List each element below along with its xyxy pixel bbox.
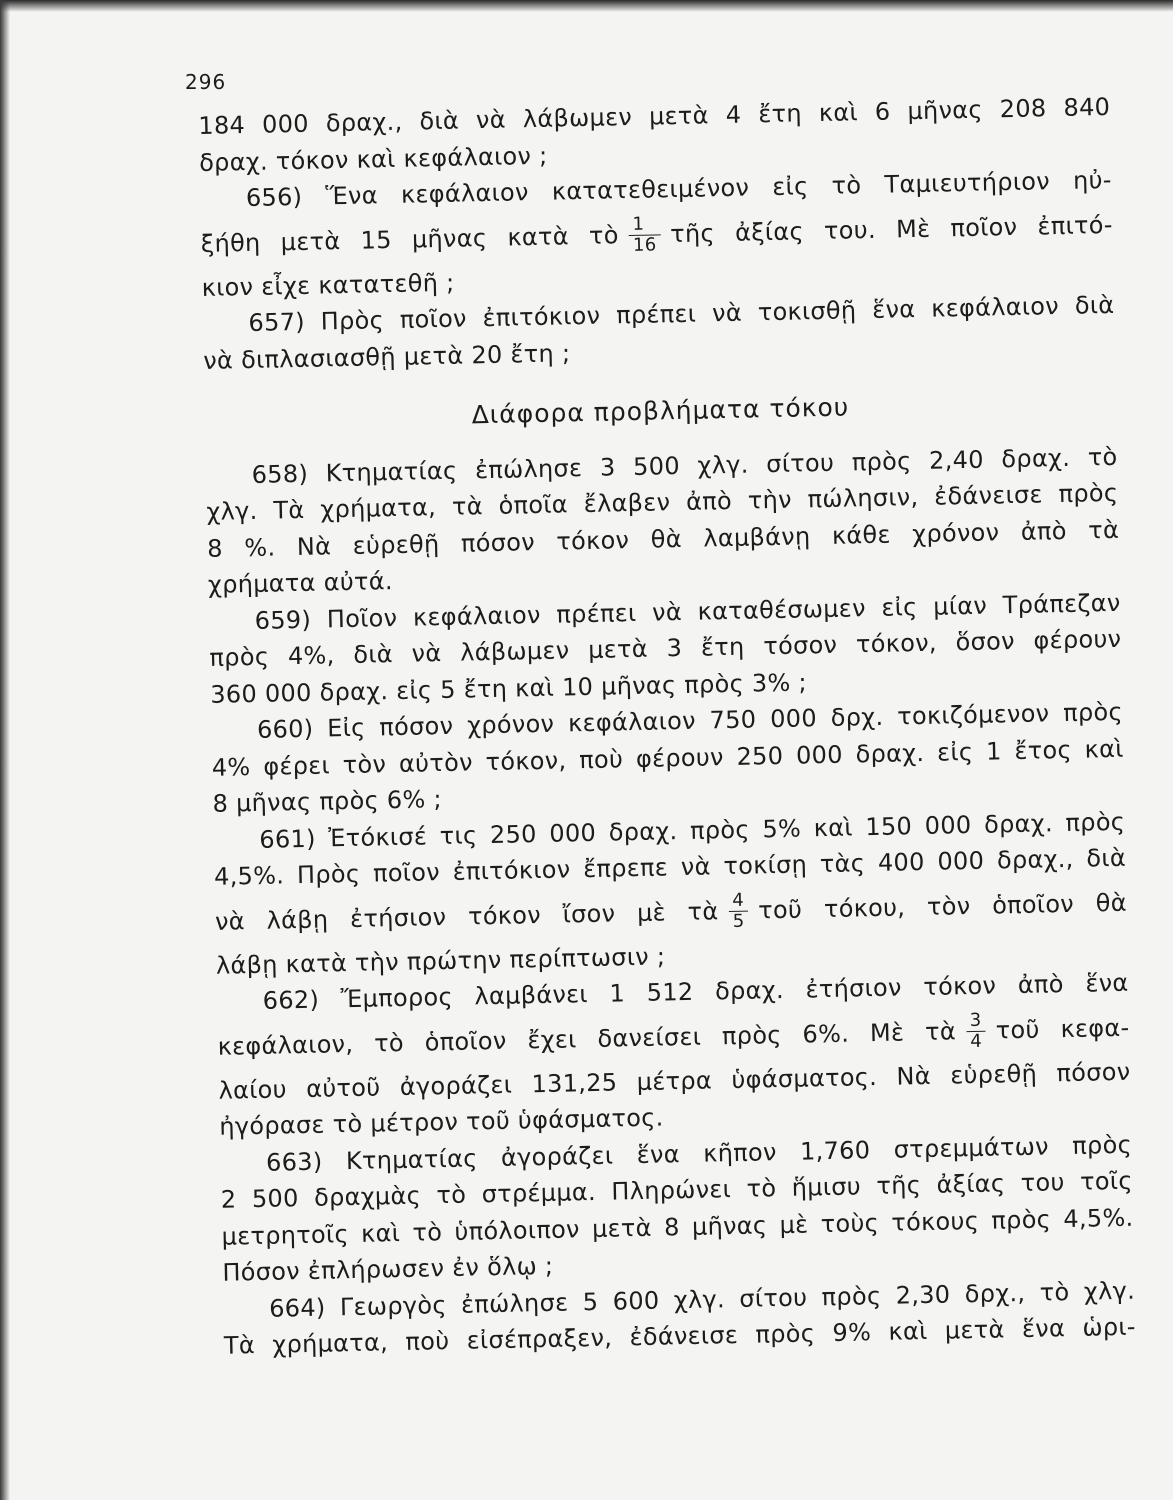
text-fragment: τοῦ κεφα- xyxy=(995,1013,1130,1044)
text-line: ἠγόρασε τὸ μέτρον τοῦ ὑφάσματος. xyxy=(219,1103,664,1141)
text-line: μετρητοῖς καὶ τὸ ὑπόλοιπον μετὰ 8 μῆνας μὲ τοὺς τόκους πρὸς 4,5%. xyxy=(221,1203,1134,1251)
scan-edge-top xyxy=(0,0,1173,12)
text-line: 4% φέρει τὸν αὐτὸν τόκον, ποὺ φέρουν 250 000 δραχ. εἰς 1 ἔτος καὶ xyxy=(211,734,1124,782)
text-line: 663) Κτηματίας ἀγοράζει ἕνα κῆπον 1,760 στρεμμάτων πρὸς xyxy=(265,1130,1133,1177)
scan-edge-left xyxy=(0,0,10,1500)
fraction-denominator: 4 xyxy=(969,1030,983,1053)
text-fragment: νὰ λάβῃ ἐτήσιον τόκον ἴσον μὲ τὰ xyxy=(214,896,719,936)
text-fragment: τῆς ἀξίας του. Μὲ ποῖον ἐπιτό- xyxy=(669,210,1113,248)
problem-661 xyxy=(213,803,1128,984)
page-body xyxy=(198,89,1136,1364)
fraction-denominator: 5 xyxy=(732,910,745,932)
problem-660 xyxy=(211,694,1125,823)
text-line: χρήματα αὐτά. xyxy=(207,567,394,599)
text-line: 661) Ἐτόκισέ τις 250 000 δραχ. πρὸς 5% καὶ 150 000 δραχ. πρὸς xyxy=(259,807,1126,854)
text-line: Πόσον ἐπλήρωσεν ἐν ὅλῳ ; xyxy=(222,1251,554,1287)
text-line: 658) Κτηματίας ἐπώλησε 3 500 χλγ. σίτου πρὸς 2,40 δραχ. τὸ xyxy=(251,442,1118,489)
fraction-denominator: 16 xyxy=(632,234,657,256)
text-line: νὰ διπλασιασθῇ μετὰ 20 ἔτη ; xyxy=(202,338,571,375)
text-line: 662) Ἔμπορος λαμβάνει 1 512 δραχ. ἐτήσιον τόκον ἀπὸ ἕνα xyxy=(262,968,1129,1015)
fraction-numerator: 3 xyxy=(966,1011,986,1032)
fraction-numerator: 1 xyxy=(628,214,660,236)
section-title: Διάφορα προβλήματα τόκου xyxy=(471,392,850,430)
text-line: 4,5%. Πρὸς ποῖον ἐπιτόκιον ἔπρεπε νὰ τοκίσῃ τὰς 400 000 δραχ., διὰ xyxy=(213,843,1127,891)
problem-663 xyxy=(220,1126,1135,1291)
text-line: 2 500 δραχμὰς τὸ στρέμμα. Πληρώνει τὸ ἥμισυ τῆς ἀξίας του τοῖς xyxy=(220,1166,1133,1214)
text-line: 184 000 δραχ., διὰ νὰ λάβωμεν μετὰ 4 ἔτη καὶ 6 μῆνας 208 840 xyxy=(198,92,1111,140)
text-line: 657) Πρὸς ποῖον ἐπιτόκιον πρέπει νὰ τοκισθῇ ἕνα κεφάλαιον διὰ xyxy=(248,290,1115,337)
text-fragment: τοῦ τόκου, τὸν ὁποῖον θὰ xyxy=(757,888,1128,924)
text-line: 659) Ποῖον κεφάλαιον πρέπει νὰ καταθέσωμεν εἰς μίαν Τράπεζαν xyxy=(254,588,1121,635)
fraction-numerator: 4 xyxy=(728,891,748,912)
problem-658 xyxy=(205,438,1120,603)
problem-662 xyxy=(216,965,1131,1146)
fraction-three-quarters xyxy=(966,1011,987,1052)
text-fragment: ξήθη μετὰ 15 μῆνας κατὰ τὸ xyxy=(200,220,620,258)
text-line: 664) Γεωργὸς ἐπώλησε 5 600 χλγ. σίτου πρὸς 2,30 δρχ., τὸ χλγ. xyxy=(268,1276,1136,1323)
text-line: χλγ. Τὰ χρήματα, τὰ ὁποῖα ἔλαβεν ἀπὸ τὴν πώλησιν, ἐδάνεισε πρὸς xyxy=(206,478,1119,526)
page-number: 296 xyxy=(185,70,227,94)
fraction-one-sixteenth xyxy=(628,214,660,256)
text-fragment: κεφάλαιον, τὸ ὁποῖον ἔχει δανείσει πρὸς 6%. Μὲ τὰ xyxy=(217,1016,957,1061)
fraction-four-fifths xyxy=(728,891,749,932)
text-line: 660) Εἰς πόσον χρόνον κεφάλαιον 750 000 δρχ. τοκιζόμενον πρὸς xyxy=(256,697,1124,744)
text-line: κιον εἶχε κατατεθῆ ; xyxy=(201,268,455,302)
text-line: 8 %. Νὰ εὑρεθῇ πόσον τόκον θὰ λαμβάνῃ κάθε χρόνον ἀπὸ τὰ xyxy=(206,515,1120,563)
problem-659 xyxy=(208,584,1122,713)
text-line: λάβῃ κατὰ τὴν πρώτην περίπτωσιν ; xyxy=(215,941,666,980)
text-line: πρὸς 4%, διὰ νὰ λάβωμεν μετὰ 3 ἔτη τόσον τόκον, ὅσον φέρουν xyxy=(209,624,1122,672)
text-line: 656) Ἕνα κεφάλαιον κατατεθειμένον εἰς τὸ Ταμιευτήριον ηὐ- xyxy=(245,165,1112,213)
text-line: 360 000 δραχ. εἰς 5 ἔτη καὶ 10 μῆνας πρὸς 3% ; xyxy=(209,667,808,709)
text-line: λαίου αὐτοῦ ἀγοράζει 131,25 μέτρα ὑφάσματος. Νὰ εὑρεθῇ πόσον xyxy=(218,1057,1131,1105)
text-line: δραχ. τόκον καὶ κεφάλαιον ; xyxy=(198,141,548,177)
text-line: Τὰ χρήματα, ποὺ εἰσέπραξεν, ἐδάνεισε πρὸς 9% καὶ μετὰ ἕνα ὡρι- xyxy=(223,1312,1137,1360)
text-line: 8 μῆνας πρὸς 6% ; xyxy=(212,785,443,818)
problem-656 xyxy=(200,162,1114,306)
